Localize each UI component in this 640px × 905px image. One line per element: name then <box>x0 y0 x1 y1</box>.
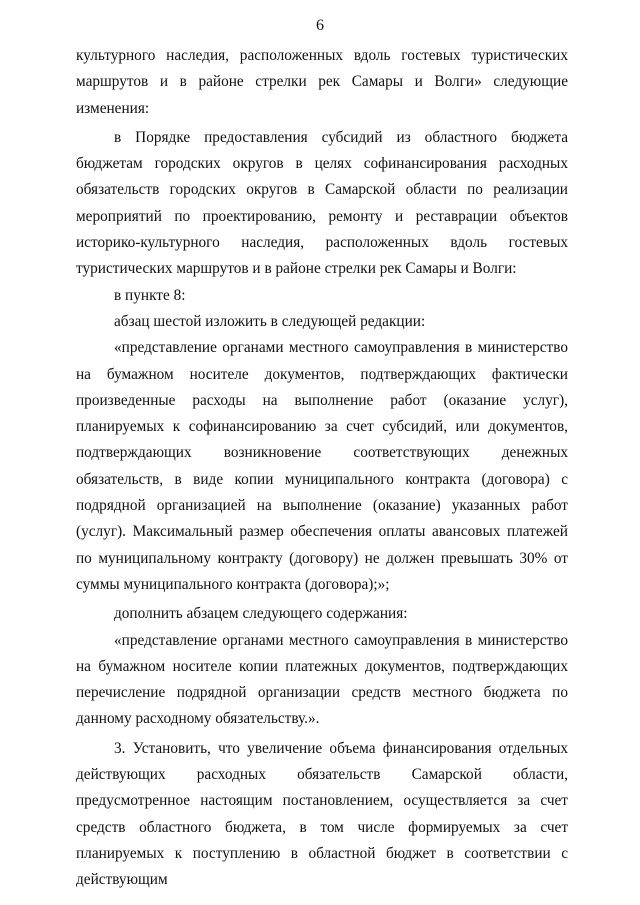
page-number: 6 <box>316 17 324 34</box>
paragraph-supplement: дополнить абзацем следующего содержания: <box>114 605 408 623</box>
paragraph-sixth-abzac: абзац шестой изложить в следующей редакции: <box>114 312 426 330</box>
paragraph-item-8: в пункте 8: <box>114 286 186 304</box>
paragraph-continuation: культурного наследия, расположенных вдоль гостевых туристических маршрутов и в районе стрелки рек Самары и Волги» следующие изменения: <box>76 47 568 117</box>
paragraph-quoted-payment-docs: «представление органами местного самоуправления в министерство на бумажном носителе копии платежных документов, подтверждающих перечисление подрядной организации средств местного бюджета по данному расходному обязательству.». <box>76 631 568 728</box>
paragraph-quoted-representation: «представление органами местного самоуправления в министерство на бумажном носителе документов, подтверждающих фактически произведенные расходы на выполнение работ (оказание услуг), планируемых к софинансированию за счет субсидий, или документов, подтверждающих возникновение соответствующих денежных обязательств, в виде копии муниципального контракта (договора) с подрядной организацией на выполнение (оказание) указанных работ (услуг). Максимальный размер обеспечения оплаты авансовых платежей по муниципальному контракту (договору) не должен превышать 30% от суммы муниципального контракта (договора);»; <box>76 339 568 593</box>
paragraph-procedure: в Порядке предоставления субсидий из областного бюджета бюджетам городских округов в целях софинансирования расходных обязательств городских округов в Самарской области по реализации мероприятий по проектированию, ремонту и реставрации объектов историко-культурного наследия, расположенных вдоль гостевых туристических маршрутов и в районе стрелки рек Самары и Волги: <box>76 128 568 278</box>
document-body <box>76 43 568 894</box>
paragraph-clause-3: 3. Установить, что увеличение объема финансирования отдельных действующих расходных обязательств Самарской области, предусмотренное настоящим постановлением, осуществляется за счет средств областного бюджета, в том числе формируемых за счет планируемых к поступлению в областной бюджет в соответствии с действующим <box>76 739 568 889</box>
